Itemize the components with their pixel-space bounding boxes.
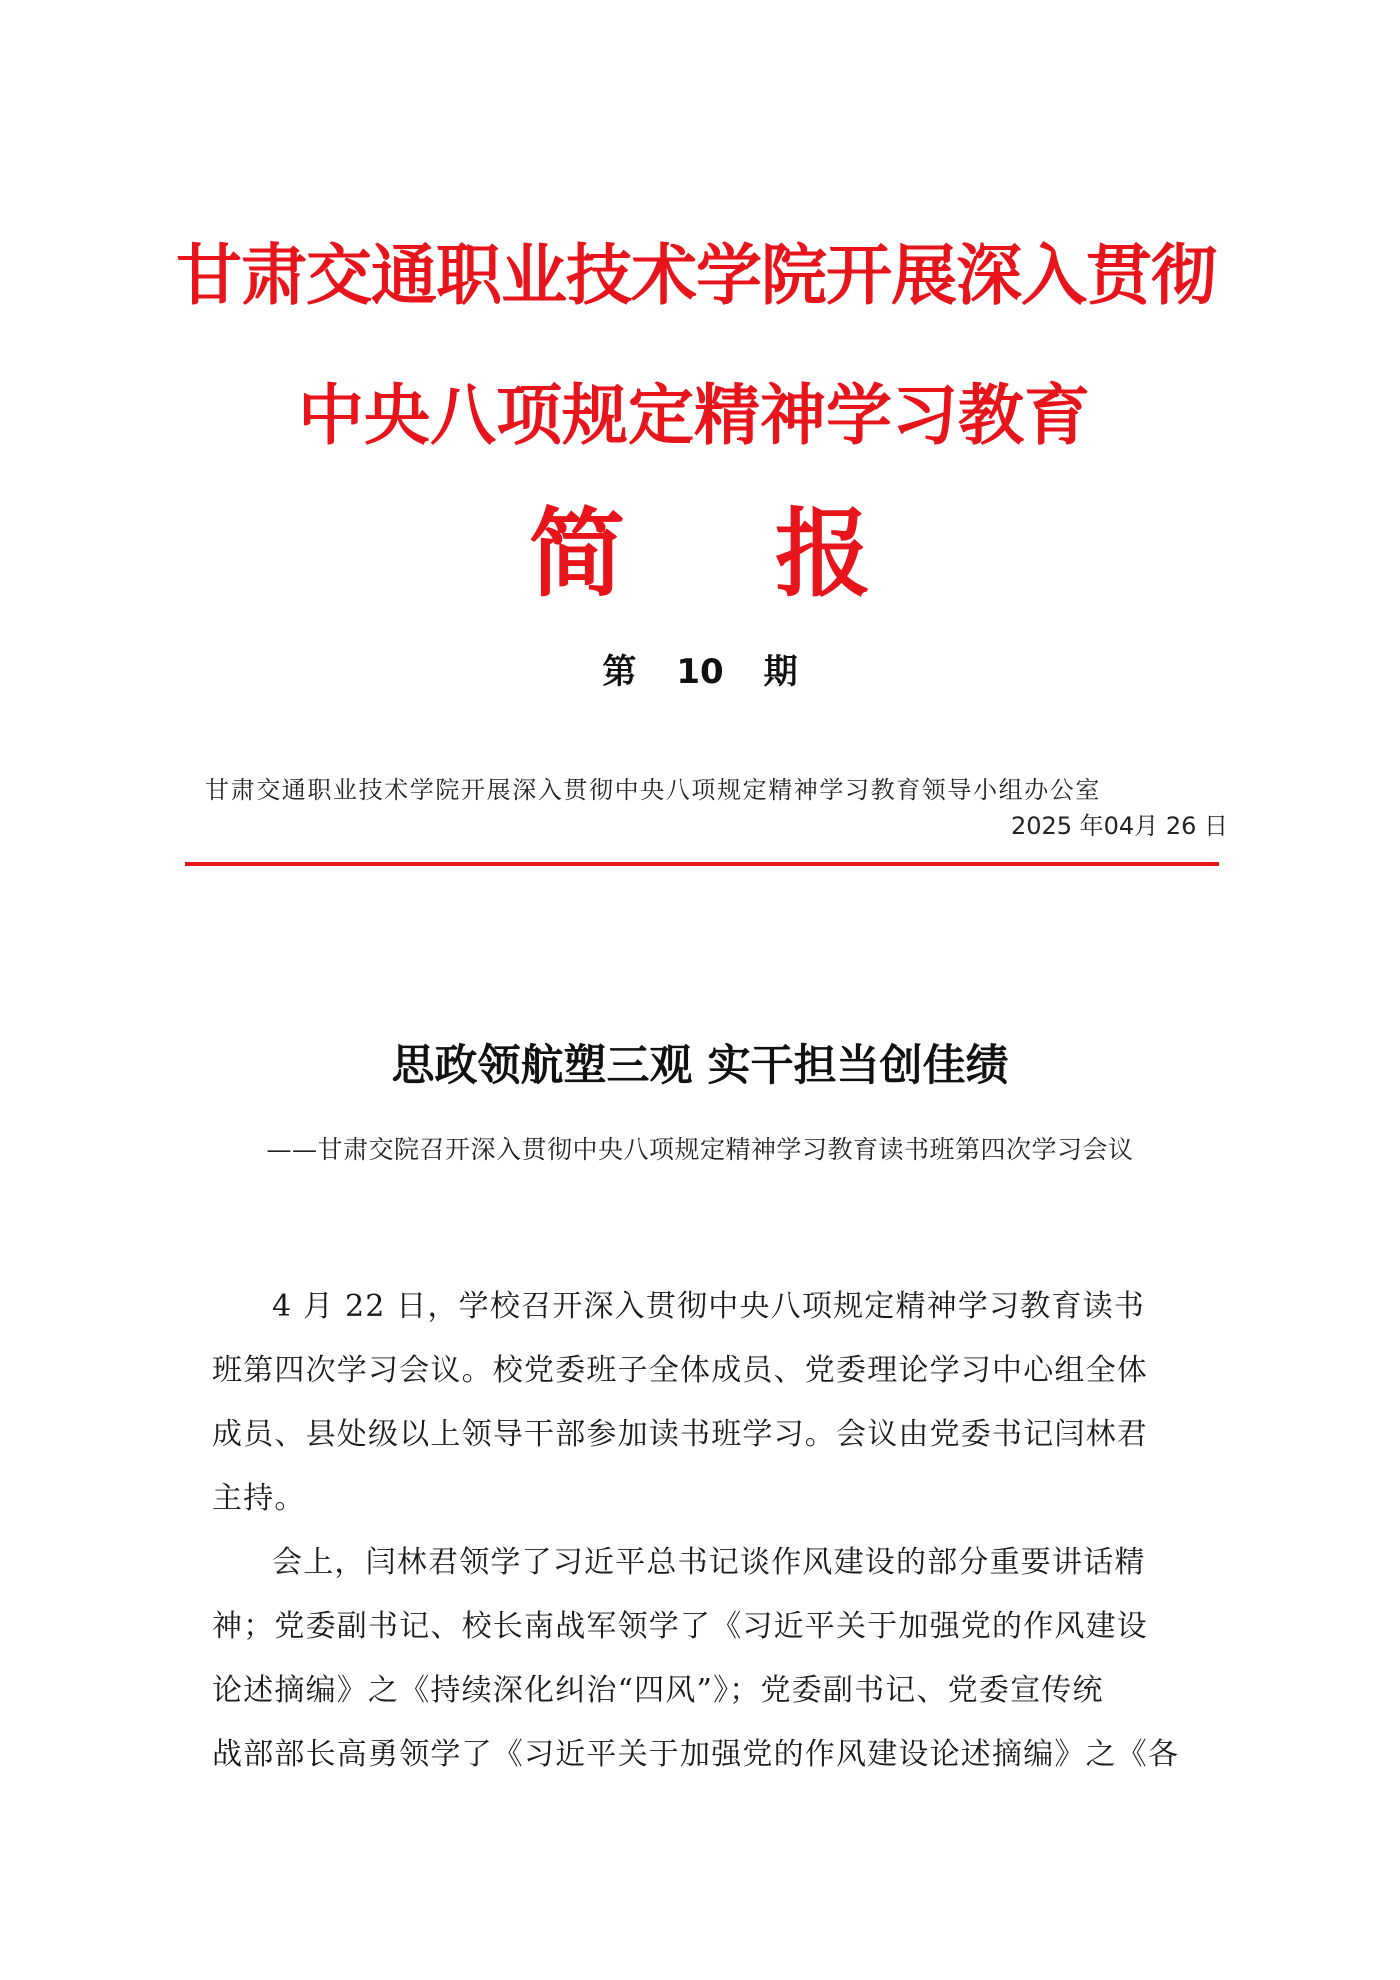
masthead-line-1: 甘肃交通职业技术学院开展深入贯彻	[176, 236, 1216, 314]
body-line: 战部部长高勇领学了《习近平关于加强党的作风建设论述摘编》之《各	[212, 1737, 1180, 1772]
article-title: 思政领航塑三观 实干担当创佳绩	[391, 1041, 1009, 1091]
issue-prefix: 第	[602, 652, 637, 692]
issue-number	[0, 644, 1400, 693]
body-line: 主持。	[212, 1481, 306, 1516]
article-subtitle: ——甘肃交院召开深入贯彻中央八项规定精神学习教育读书班第四次学习会议	[266, 1135, 1134, 1164]
body-line: 成员、县处级以上领导干部参加读书班学习。会议由党委书记闫林君	[212, 1417, 1148, 1452]
issue-date: 2025 年04月 26 日	[1010, 812, 1228, 840]
bulletin-title-char-2: 报	[775, 497, 871, 610]
bulletin-title	[0, 478, 1400, 615]
body-line: 会上，闫林君领学了习近平总书记谈作风建设的部分重要讲话精	[272, 1545, 1146, 1580]
bulletin-title-char-1: 简	[529, 497, 625, 610]
masthead-line-2: 中央八项规定精神学习教育	[298, 376, 1090, 454]
issuing-office: 甘肃交通职业技术学院开展深入贯彻中央八项规定精神学习教育领导小组办公室	[205, 776, 1101, 804]
body-line: 4 月 22 日，学校召开深入贯彻中央八项规定精神学习教育读书	[272, 1289, 1146, 1324]
body-line: 神；党委副书记、校长南战军领学了《习近平关于加强党的作风建设	[212, 1609, 1148, 1644]
issue-number-value: 10	[676, 652, 724, 692]
issue-suffix: 期	[763, 652, 798, 692]
body-line: 班第四次学习会议。校党委班子全体成员、党委理论学习中心组全体	[212, 1353, 1148, 1388]
body-line: 论述摘编》之《持续深化纠治“四风”》；党委副书记、党委宣传统	[212, 1673, 1104, 1708]
red-divider	[185, 862, 1219, 866]
